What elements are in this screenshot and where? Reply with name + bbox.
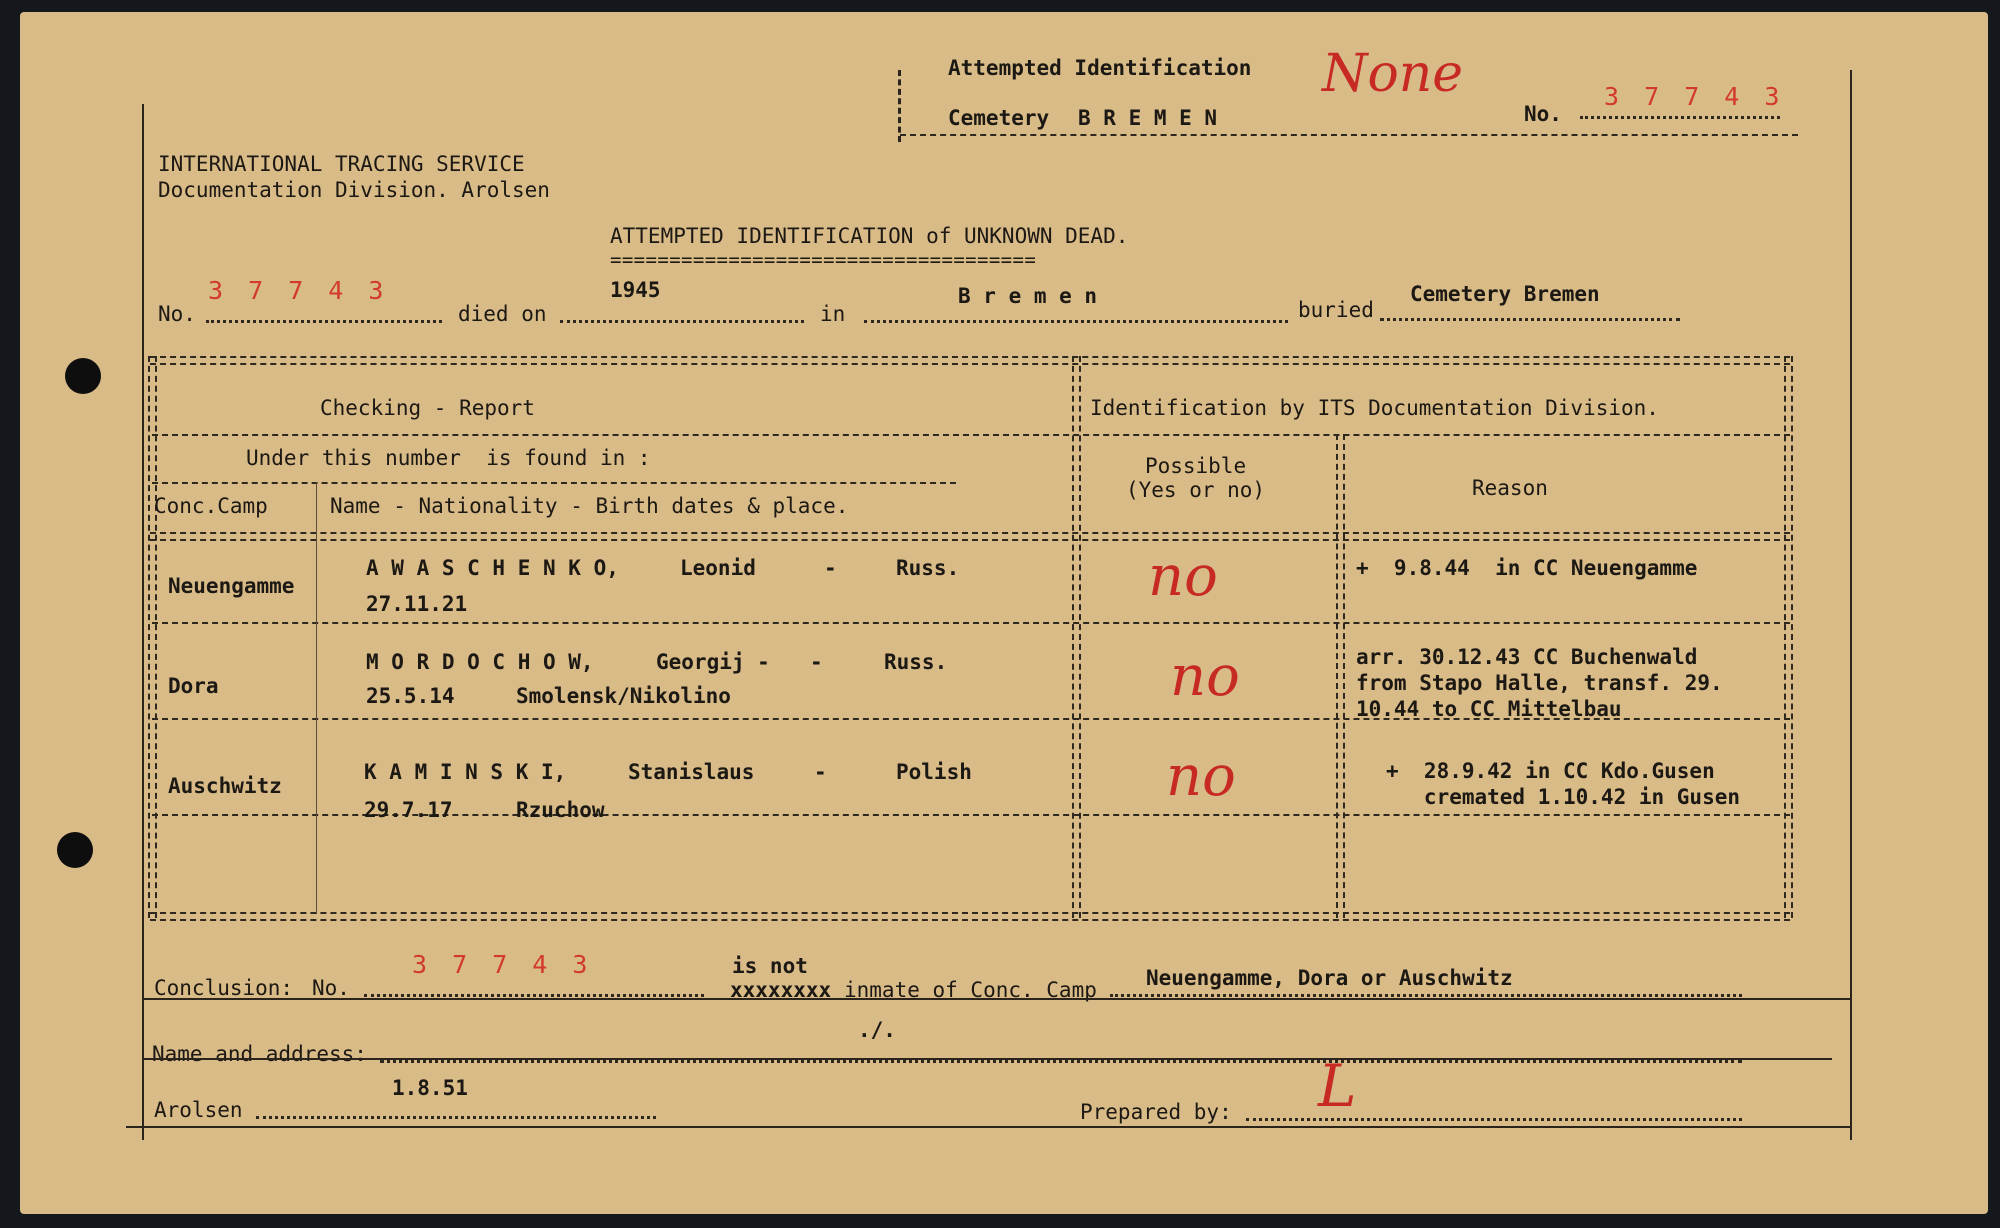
header-cemetery-label: Cemetery bbox=[948, 106, 1050, 130]
row1-reason: + 9.8.44 in CC Neuengamme bbox=[1356, 556, 1698, 580]
row3-birth: 29.7.17 bbox=[364, 798, 453, 822]
record-no-value: 3 7 7 4 3 bbox=[208, 276, 389, 305]
conclusion-rule bbox=[142, 998, 1850, 1000]
row3-name: K A M I N S K I, bbox=[364, 760, 567, 784]
row3-place: Rzuchow bbox=[516, 798, 605, 822]
row1-name: A W A S C H E N K O, bbox=[366, 556, 619, 580]
arolsen-date: 1.8.51 bbox=[392, 1076, 468, 1100]
name-address-value: ./. bbox=[858, 1018, 896, 1042]
header-no-dots bbox=[1580, 116, 1780, 119]
checking-report-header: Checking - Report bbox=[320, 396, 535, 420]
form-title: ATTEMPTED IDENTIFICATION of UNKNOWN DEAD. bbox=[610, 224, 1129, 248]
row2-camp: Dora bbox=[168, 674, 219, 698]
punch-hole-top bbox=[65, 358, 101, 394]
conclusion-inmate-text: inmate of Conc. Camp bbox=[844, 978, 1097, 1002]
name-address-dots bbox=[380, 1060, 1742, 1063]
row2-possible: no bbox=[1170, 644, 1240, 709]
table-right-border bbox=[1784, 356, 1793, 918]
frame-right bbox=[1850, 70, 1852, 1140]
record-no-label: No. bbox=[158, 302, 196, 326]
header-no-value: 3 7 7 4 3 bbox=[1604, 82, 1785, 111]
row2-birth: 25.5.14 bbox=[366, 684, 455, 708]
row2-place: Smolensk/Nikolino bbox=[516, 684, 731, 708]
row3-dash: - bbox=[814, 760, 827, 784]
header-box-left-border bbox=[898, 70, 901, 142]
form-title-underline: ==================================== bbox=[610, 249, 1037, 271]
prepared-by-initial: L bbox=[1318, 1052, 1357, 1120]
col-camp-header: Conc.Camp bbox=[154, 494, 268, 518]
conclusion-struck-word: xxxxxxxx bbox=[730, 978, 832, 1002]
row2-first: Georgij - bbox=[656, 650, 770, 674]
table-left-border bbox=[148, 356, 157, 918]
col-possible-header: Possible (Yes or no) bbox=[1126, 454, 1266, 502]
header-box-bottom-border bbox=[900, 134, 1798, 136]
conclusion-no-value: 3 7 7 4 3 bbox=[412, 950, 593, 979]
record-buried-value: Cemetery Bremen bbox=[1410, 282, 1600, 306]
row1-dash: - bbox=[824, 556, 837, 580]
document-card bbox=[20, 12, 1988, 1214]
table-mid-border bbox=[1072, 356, 1081, 918]
record-in-value: B r e m e n bbox=[958, 284, 1098, 308]
conclusion-no-label: No. bbox=[312, 976, 350, 1000]
record-buried-dots bbox=[1380, 318, 1680, 321]
table-reason-border bbox=[1336, 434, 1345, 918]
table-colheader-bottom bbox=[150, 532, 1790, 541]
row1-camp: Neuengamme bbox=[168, 574, 295, 598]
row3-camp: Auschwitz bbox=[168, 774, 282, 798]
conclusion-camps: Neuengamme, Dora or Auschwitz bbox=[1146, 966, 1513, 990]
record-died-dots bbox=[560, 320, 804, 323]
row3-possible: no bbox=[1166, 744, 1236, 809]
col-name-header: Name - Nationality - Birth dates & place. bbox=[330, 494, 849, 518]
table-row-divider-1 bbox=[152, 622, 1790, 624]
table-top-border bbox=[150, 356, 1790, 365]
row3-first: Stanislaus bbox=[628, 760, 755, 784]
bottom-rule bbox=[126, 1126, 1850, 1128]
record-died-label: died on bbox=[458, 302, 547, 326]
table-bottom-border bbox=[150, 912, 1790, 921]
arolsen-dots bbox=[256, 1116, 656, 1119]
row2-reason: arr. 30.12.43 CC Buchenwald from Stapo Halle, transf. 29. 10.44 to CC Mittelbau bbox=[1356, 645, 1723, 721]
prepared-by-label: Prepared by: bbox=[1080, 1100, 1232, 1124]
found-in-header: Under this number is found in : bbox=[246, 446, 651, 470]
row2-name: M O R D O C H O W, bbox=[366, 650, 594, 674]
row2-nat: Russ. bbox=[884, 650, 948, 674]
table-camp-col-border bbox=[316, 482, 317, 914]
row1-first: Leonid bbox=[680, 556, 756, 580]
table-found-divider bbox=[152, 482, 956, 484]
record-in-label: in bbox=[820, 302, 846, 326]
identification-header: Identification by ITS Documentation Division. bbox=[1090, 396, 1659, 420]
conclusion-label: Conclusion: bbox=[154, 976, 294, 1000]
frame-left bbox=[142, 104, 144, 1140]
record-buried-label: buried bbox=[1298, 298, 1374, 322]
handwritten-none: None bbox=[1322, 44, 1464, 104]
record-died-value: 1945 bbox=[610, 278, 661, 302]
header-title: Attempted Identification bbox=[948, 56, 1252, 80]
row1-nat: Russ. bbox=[896, 556, 960, 580]
record-in-dots bbox=[864, 320, 1288, 323]
org-line-1: INTERNATIONAL TRACING SERVICE bbox=[158, 152, 525, 176]
conclusion-is-not: is not bbox=[732, 954, 808, 978]
record-no-dots bbox=[206, 320, 442, 323]
header-cemetery-value: B R E M E N bbox=[1078, 106, 1218, 130]
col-reason-header: Reason bbox=[1472, 476, 1548, 500]
row1-possible: no bbox=[1148, 544, 1218, 609]
row3-nat: Polish bbox=[896, 760, 972, 784]
punch-hole-bottom bbox=[57, 832, 93, 868]
row1-birth: 27.11.21 bbox=[366, 592, 468, 616]
arolsen-label: Arolsen bbox=[154, 1098, 243, 1122]
name-address-label: Name and address: bbox=[152, 1042, 367, 1066]
name-address-rule bbox=[142, 1058, 1832, 1060]
table-header-divider bbox=[152, 434, 1790, 436]
conclusion-no-dots bbox=[364, 994, 704, 997]
conclusion-camps-dots bbox=[1110, 994, 1742, 997]
header-no-label: No. bbox=[1524, 102, 1562, 126]
row3-reason: + 28.9.42 in CC Kdo.Gusen cremated 1.10.42 in Gusen bbox=[1386, 759, 1741, 809]
row2-dash: - bbox=[810, 650, 823, 674]
org-line-2: Documentation Division. Arolsen bbox=[158, 178, 550, 202]
